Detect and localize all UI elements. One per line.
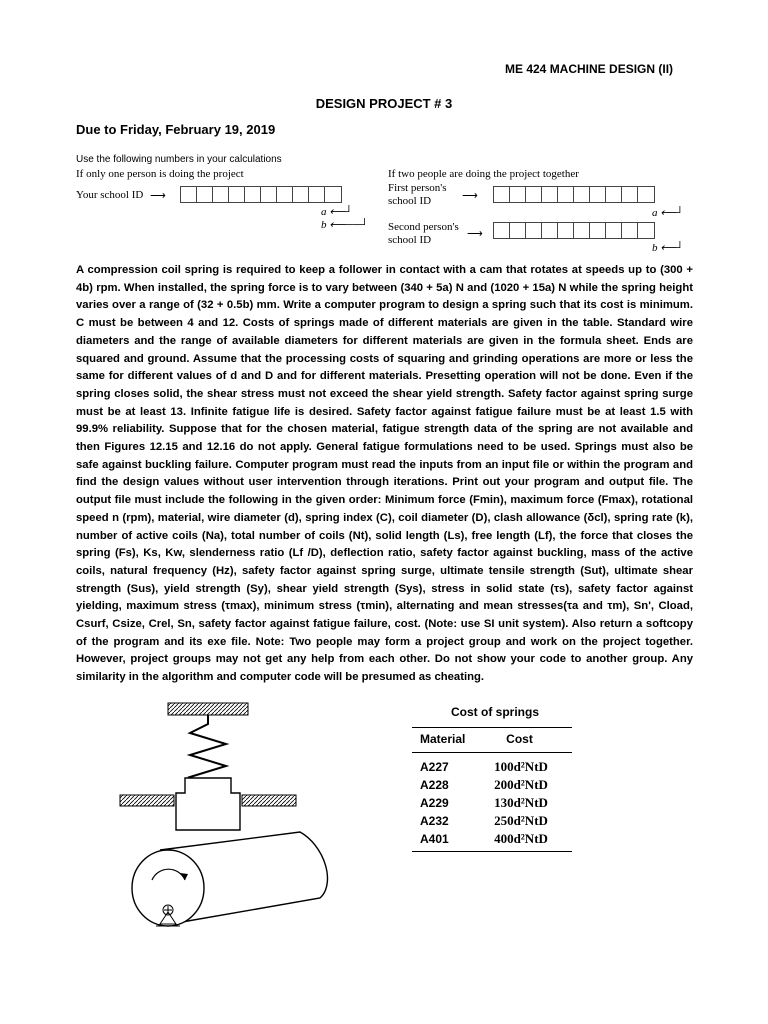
cost-cell: 100d²NtD (494, 759, 548, 774)
material-cell: A401 (412, 830, 486, 852)
body-paragraph: A compression coil spring is required to keep a follower in contact with a cam that rotates at speeds up to (300 + 4b) rpm. When installed, the spring force is to vary between (340 + 5a) N and (1020 + 15a) N while the spring height varies over a range of (32 + 0.5b) mm. Write a computer program to design a spring such that its cost is minimum. C must be between 4 and 12. Costs of springs made of different materials are given in the table. Standard wire diameters and the range of available diameters for different materials are given in the formula sheet. Ends are squared and ground. Assume that the processing costs of squaring and grinding operations are more or less the same for different values of d and D and for different materials. Presetting operation will not be done. Even if the spring closes solid, the shear stress must not exceed the shear yield strength. Safety factor against spring surge must be at least 13. Infinite fatigue life is desired. Safety factor against fatigue failure must be at least 1.5 with 99.9% reliability. Suppose that for the chosen material, fatigue strength data of the spring are not available and then Figures 12.15 and 12.16 do not apply. General fatigue formulations need to be used. Springs must also be safe against buckling failure. Computer program must read the inputs from an input file or within the program and find the design values without user intervention through iterations. Print out your program and output file. The output file must include the following in the given order: Minimum force (Fmin), maximum force (Fmax), rotational speed n (rpm), material, wire diameter (d), spring index (C), coil diameter (D), clash allowance (δcl), spring rate (k), number of active coils (Na), total number of coils (Nt), solid length (Ls), free length (Lf), the force that closes the spring (Fs), Ks, Kw, slenderness ratio (Lf /D), deflection ratio, safety factor against buckling, mass of the active coils, natural frequency (Hz), safety factor against spring surge, ultimate tensile strength (Sut), ultimate shear strength (Sus), yield strength (Sy), shear yield strength (Sys), stress in solid state (τs), safety factor against yielding, maximum stress (τmax), minimum stress (τmin), alternating and mean stresses(τa and τm), Sn', Cload, Csurf, Csize, Crel, Sn, safety factor against fatigue failure, cost. (Note: use SI unit system). Also return a softcopy of the program and its exe file. Note: Two people may form a project group and work on the project together. However, project groups may not get any help from each other. Do not show your code to another group. Any similarity in the algorithm and computer code will be presumed as cheating. (76, 264, 693, 684)
second-id-label-2: school ID (388, 234, 432, 246)
cost-table (412, 727, 572, 852)
page-title: DESIGN PROJECT # 3 (315, 96, 453, 111)
instruction-text: Use the following numbers in your calculations (76, 154, 282, 165)
material-cell: A227 (420, 760, 449, 774)
single-id-label: Your school ID (76, 189, 144, 201)
cost-cell: 250d²NtD (494, 813, 548, 828)
table-row (412, 812, 572, 830)
b-marker: b ⟵──┘ (321, 219, 369, 231)
follower (176, 778, 240, 830)
a-marker: a ⟵┘ (321, 206, 353, 218)
left-guide (120, 795, 174, 806)
arrow-right-icon: ⟶ (462, 190, 478, 202)
cost-cell: 400d²NtD (486, 830, 572, 852)
table-row (412, 830, 572, 852)
material-cell: A229 (420, 796, 449, 810)
material-cell: A228 (420, 778, 449, 792)
table-row (412, 753, 572, 777)
single-id-boxes (180, 186, 342, 203)
first-id-label-2: school ID (388, 195, 432, 207)
b-marker-2: b ⟵┘ (652, 242, 684, 254)
cam-spring-figure (110, 700, 390, 960)
column-header: Material (412, 728, 486, 753)
table-row (412, 776, 572, 794)
due-date: Due to Friday, February 19, 2019 (76, 122, 276, 137)
top-support (168, 703, 248, 715)
table-title: Cost of springs (450, 705, 539, 719)
first-id-label-1: First person's (388, 182, 447, 194)
single-heading: If only one person is doing the project (76, 168, 244, 180)
second-id-boxes (493, 222, 655, 239)
cost-cell: 130d²NtD (494, 795, 548, 810)
table-row (412, 794, 572, 812)
cost-cell: 200d²NtD (494, 777, 548, 792)
arrow-right-icon: ⟶ (467, 228, 483, 240)
double-heading: If two people are doing the project together (388, 168, 579, 180)
spring (190, 715, 226, 786)
a-marker-2: a ⟵┘ (652, 207, 684, 219)
course-header: ME 424 MACHINE DESIGN (II) (505, 62, 674, 76)
material-cell: A232 (420, 814, 449, 828)
right-guide (242, 795, 296, 806)
table-header-row (412, 728, 572, 753)
arrow-right-icon: ⟶ (150, 190, 166, 202)
first-id-boxes (493, 186, 655, 203)
second-id-label-1: Second person's (388, 221, 459, 233)
column-header: Cost (486, 728, 572, 753)
